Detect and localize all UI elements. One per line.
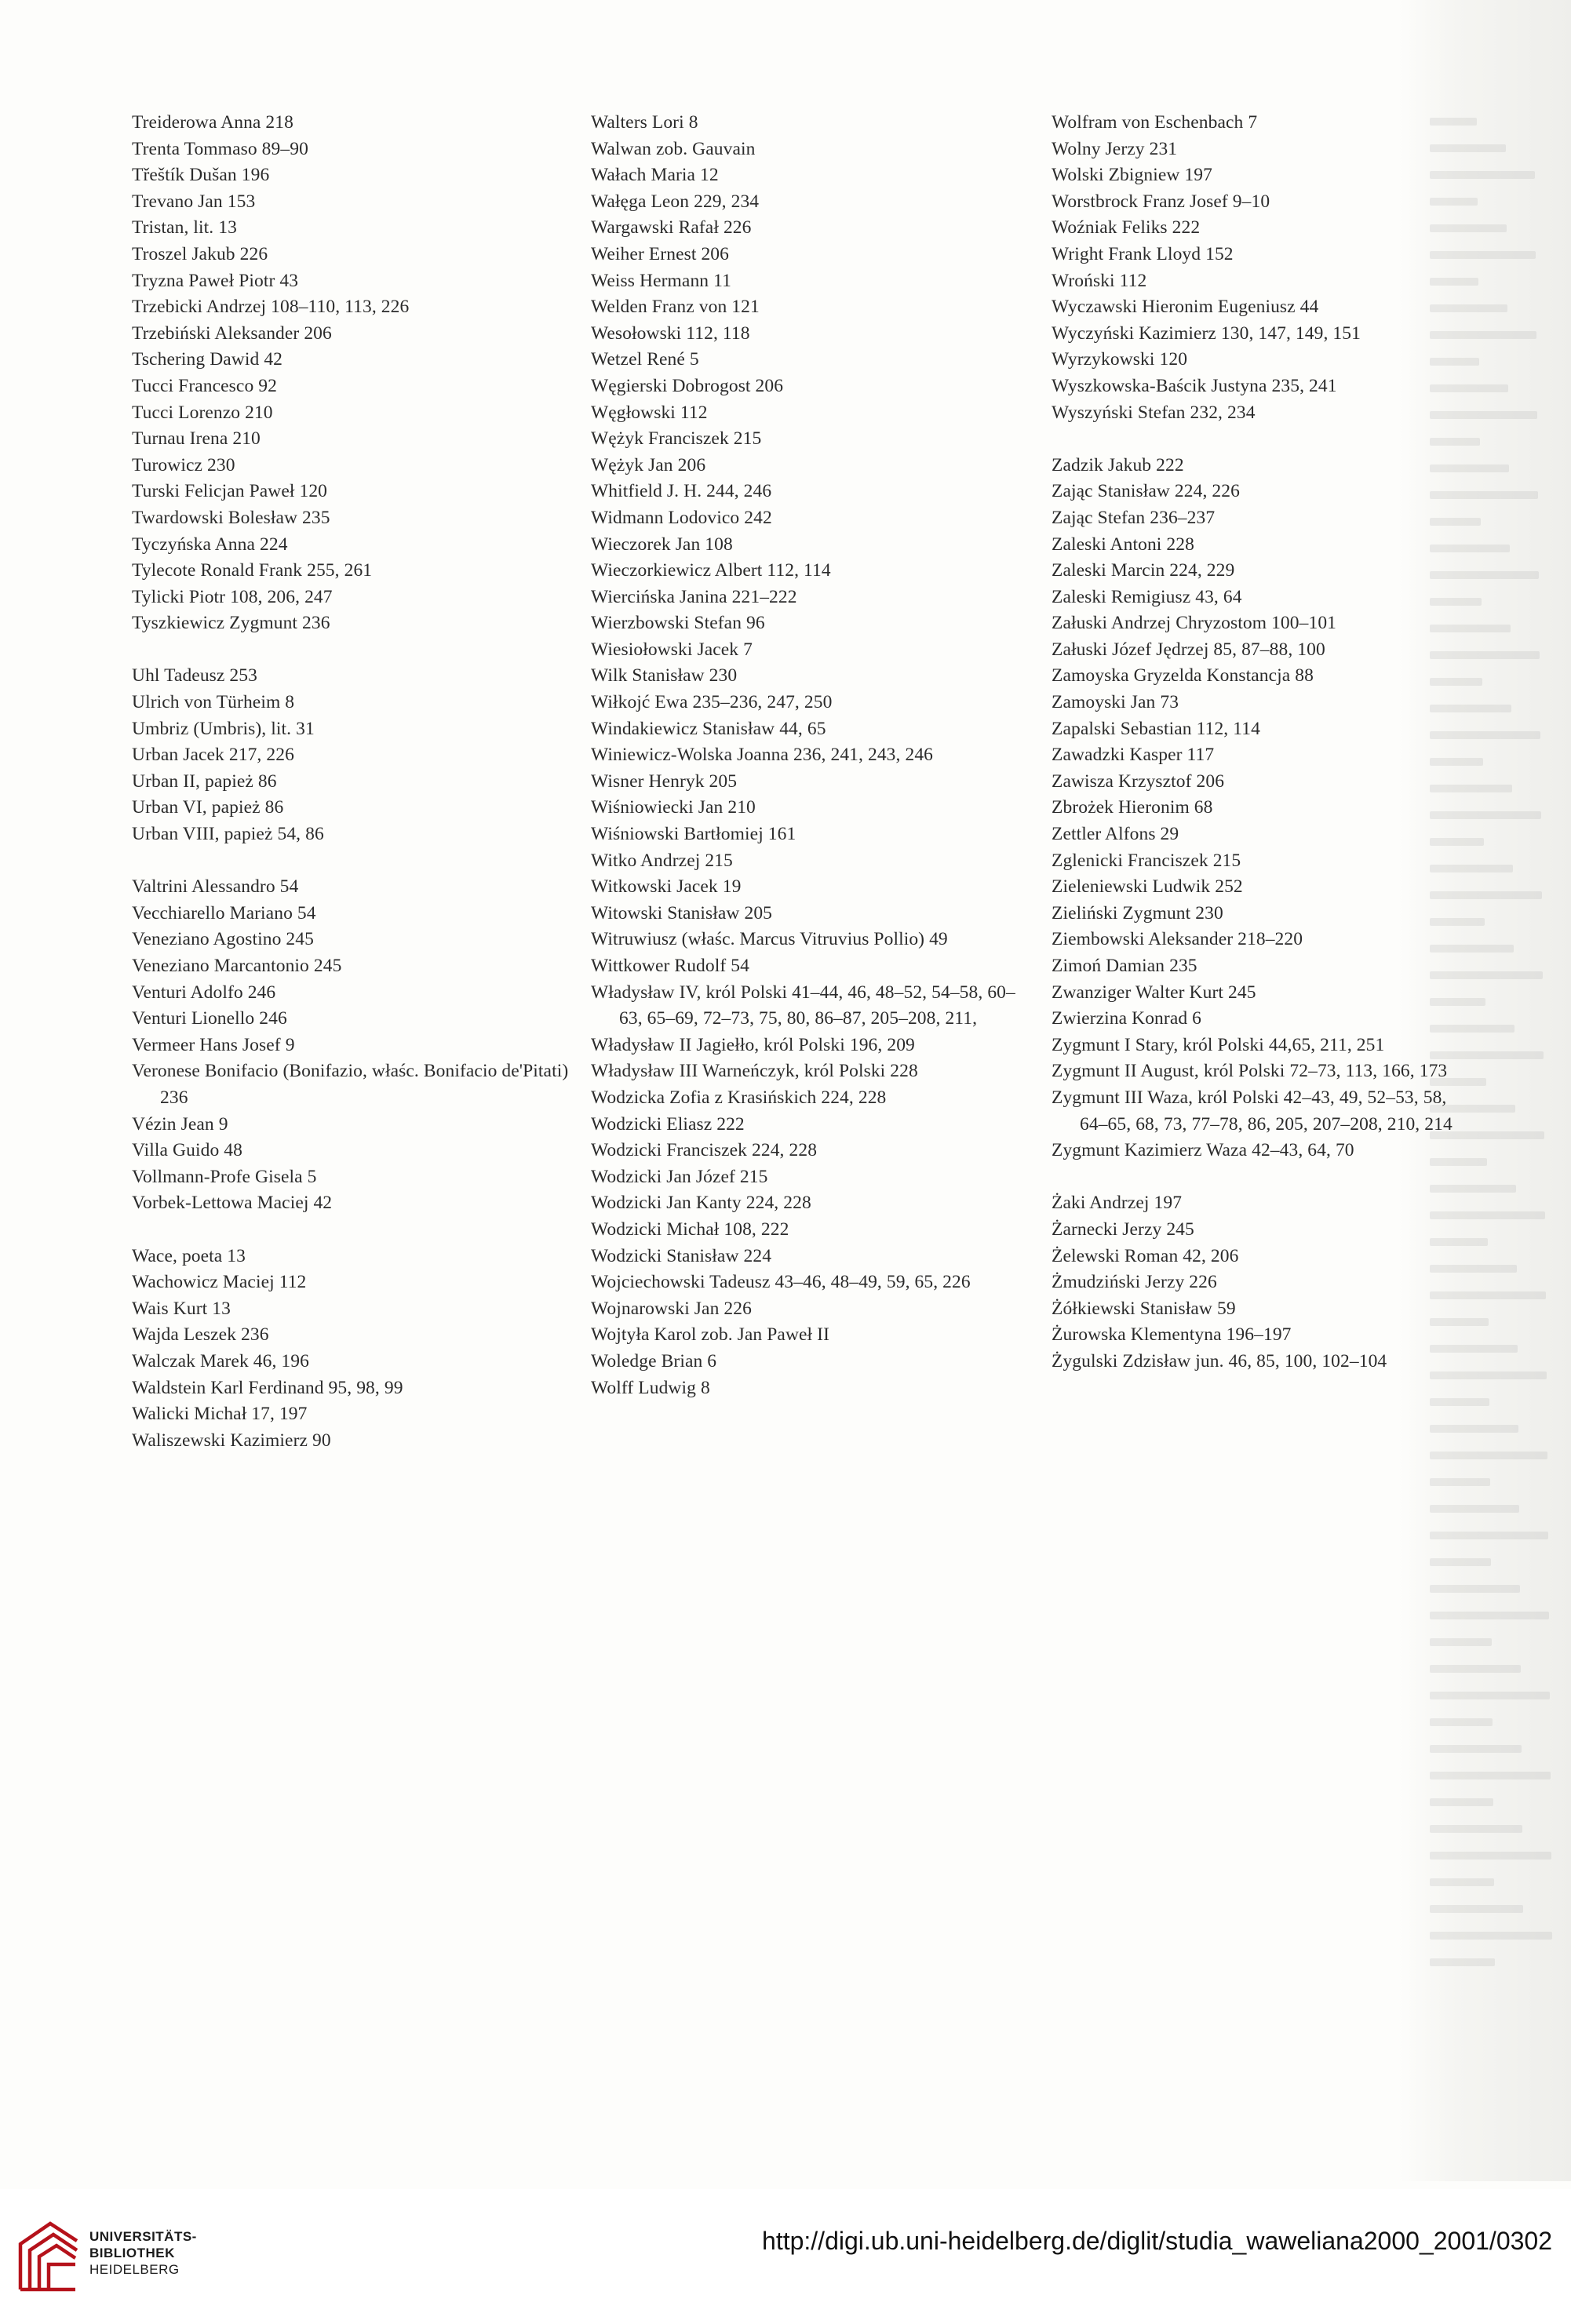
index-entry: Weiher Ernest 206 [591, 243, 729, 264]
index-entry: Wyczyński Kazimierz 130, 147, 149, 151 [1052, 322, 1361, 344]
index-entry: Wittkower Rudolf 54 [591, 956, 749, 976]
index-column-2 [591, 110, 1038, 1401]
index-entry: Zygmunt II August, król Polski 72–73, 113, 166, 173 [1052, 1061, 1448, 1082]
index-entry: Třeštík Dušan 196 [132, 165, 270, 186]
index-entry: Zając Stefan 236–237 [1052, 507, 1216, 528]
library-logo-icon [14, 2217, 82, 2296]
index-entry: Wyczawski Hieronim Eugeniusz 44 [1052, 297, 1319, 318]
index-entry: Zwanziger Walter Kurt 245 [1052, 982, 1256, 1003]
index-entry: Wodzicki Eliasz 222 [591, 1113, 745, 1135]
index-entry: Whitfield J. H. 244, 246 [591, 481, 772, 502]
index-entry: Veneziano Marcantonio 245 [132, 956, 342, 976]
index-entry: Wetzel René 5 [591, 349, 699, 370]
index-entry: Umbriz (Umbris), lit. 31 [132, 718, 315, 739]
bleed-text-ghost [1430, 1425, 1518, 1433]
bleed-text-ghost [1430, 1665, 1521, 1673]
index-entry: Urban VIII, papież 54, 86 [132, 824, 324, 845]
library-name [89, 2228, 197, 2278]
index-entry: Wajda Leszek 236 [132, 1324, 269, 1346]
index-entry: Żarnecki Jerzy 245 [1052, 1218, 1194, 1240]
index-entry: Walicki Michał 17, 197 [132, 1404, 308, 1425]
index-entry: Walters Lori 8 [591, 112, 698, 133]
index-entry: Vollmann-Profe Gisela 5 [132, 1166, 317, 1187]
bleed-text-ghost [1430, 1878, 1494, 1886]
index-entry: Władysław IV, król Polski 41–44, 46, 48–52, 54–58, 60–63, 65–69, 72–73, 75, 80, 86–87, 205–208, 211, [591, 982, 1015, 1029]
index-entry: Urban II, papież 86 [132, 770, 277, 792]
index-entry: Zamoyska Gryzelda Konstancja 88 [1052, 665, 1314, 687]
index-entry: Zawadzki Kasper 117 [1052, 745, 1215, 766]
index-entry: Tylicki Piotr 108, 206, 247 [132, 586, 333, 607]
index-entry: Wodzicki Jan Kanty 224, 228 [591, 1193, 811, 1214]
index-entry: Wiercińska Janina 221–222 [591, 586, 797, 607]
index-entry: Woledge Brian 6 [591, 1350, 717, 1371]
index-entry: Trzebiński Aleksander 206 [132, 322, 332, 344]
index-entry: Vermeer Hans Josef 9 [132, 1034, 295, 1055]
index-entry: Tucci Lorenzo 210 [132, 402, 273, 423]
group-spacer [1052, 1164, 1475, 1191]
index-entry: Winiewicz-Wolska Joanna 236, 241, 243, 246 [591, 745, 934, 766]
index-entry: Tucci Francesco 92 [132, 375, 277, 396]
index-entry: Vecchiarello Mariano 54 [132, 902, 316, 923]
index-entry: Twardowski Bolesław 235 [132, 507, 330, 528]
bleed-text-ghost [1430, 1558, 1491, 1566]
index-entry: Wałęga Leon 229, 234 [591, 191, 760, 212]
index-entry: Trenta Tommaso 89–90 [132, 138, 308, 159]
group-spacer [132, 848, 575, 875]
index-entry: Witowski Stanisław 205 [591, 902, 773, 923]
digitization-footer [0, 2189, 1571, 2324]
index-entry: Zaleski Remigiusz 43, 64 [1052, 586, 1242, 607]
library-name-line-3: HEIDELBERG [89, 2262, 180, 2277]
index-entry: Wiłkojć Ewa 235–236, 247, 250 [591, 692, 833, 713]
bleed-text-ghost [1430, 1532, 1548, 1539]
index-entry: Wyrzykowski 120 [1052, 349, 1188, 370]
index-entry: Wiśniowski Bartłomiej 161 [591, 824, 796, 845]
index-entry: Worstbrock Franz Josef 9–10 [1052, 191, 1270, 212]
index-entry: Żaki Andrzej 197 [1052, 1193, 1183, 1214]
bleed-text-ghost [1430, 1478, 1490, 1486]
index-entry: Węgłowski 112 [591, 402, 708, 423]
index-entry: Witko Andrzej 215 [591, 850, 733, 871]
index-entry: Żółkiewski Stanisław 59 [1052, 1298, 1236, 1319]
index-entry: Veronese Bonifacio (Bonifazio, właśc. Bonifacio de'Pitati) 236 [132, 1061, 569, 1108]
index-entry: Żygulski Zdzisław jun. 46, 85, 100, 102–104 [1052, 1350, 1387, 1371]
index-entry: Venturi Lionello 246 [132, 1008, 287, 1029]
index-entry: Zygmunt Kazimierz Waza 42–43, 64, 70 [1052, 1140, 1354, 1161]
index-entry: Zawisza Krzysztof 206 [1052, 770, 1225, 792]
bleed-text-ghost [1430, 1718, 1493, 1726]
index-entry: Zając Stanisław 224, 226 [1052, 481, 1240, 502]
bleed-text-ghost [1430, 1452, 1547, 1459]
index-entry: Wolski Zbigniew 197 [1052, 165, 1212, 186]
index-entry: Troszel Jakub 226 [132, 243, 268, 264]
bleed-text-ghost [1430, 1905, 1523, 1913]
index-entry: Wolff Ludwig 8 [591, 1377, 710, 1398]
bleed-text-ghost [1430, 1745, 1522, 1753]
index-entry: Wolny Jerzy 231 [1052, 138, 1178, 159]
index-entry: Wałach Maria 12 [591, 165, 719, 186]
index-entry: Wargawski Rafał 226 [591, 217, 752, 239]
index-entry: Wyszyński Stefan 232, 234 [1052, 402, 1256, 423]
index-entry: Urban VI, papież 86 [132, 797, 284, 818]
library-name-line-1: UNIVERSITÄTS- [89, 2229, 197, 2244]
index-entry: Zygmunt III Waza, król Polski 42–43, 49, 52–53, 58, 64–65, 68, 73, 77–78, 86, 205, 207–208, 210, 214 [1052, 1087, 1453, 1135]
index-entry: Zbrożek Hieronim 68 [1052, 797, 1213, 818]
index-entry: Wodzicki Jan Józef 215 [591, 1166, 768, 1187]
index-entry: Wiesiołowski Jacek 7 [591, 639, 753, 660]
index-entry: Witkowski Jacek 19 [591, 876, 742, 898]
index-entry: Venturi Adolfo 246 [132, 982, 276, 1003]
source-url[interactable]: http://digi.ub.uni-heidelberg.de/diglit/studia_waweliana2000_2001/0302 [762, 2227, 1552, 2255]
index-entry: Zadzik Jakub 222 [1052, 454, 1184, 475]
index-entry: Węgierski Dobrogost 206 [591, 375, 784, 396]
index-entry: Wyszkowska-Baścik Justyna 235, 241 [1052, 375, 1337, 396]
index-entry: Trzebicki Andrzej 108–110, 113, 226 [132, 297, 410, 318]
index-entry: Zamoyski Jan 73 [1052, 692, 1179, 713]
index-entry: Wisner Henryk 205 [591, 770, 738, 792]
index-entry: Załuski Józef Jędrzej 85, 87–88, 100 [1052, 639, 1325, 660]
bleed-text-ghost [1430, 1398, 1489, 1406]
index-entry: Zimoń Damian 235 [1052, 956, 1197, 976]
index-entry: Valtrini Alessandro 54 [132, 876, 299, 898]
bleed-text-ghost [1430, 1932, 1552, 1940]
index-entry: Władysław II Jagiełło, król Polski 196, 209 [591, 1034, 915, 1055]
index-entry: Zapalski Sebastian 112, 114 [1052, 718, 1260, 739]
index-entry: Żurowska Klementyna 196–197 [1052, 1324, 1292, 1346]
bleed-text-ghost [1430, 1825, 1522, 1833]
index-entry: Wachowicz Maciej 112 [132, 1272, 307, 1293]
index-entry: Wilk Stanisław 230 [591, 665, 738, 687]
index-entry: Wojtyła Karol zob. Jan Paweł II [591, 1324, 830, 1346]
index-entry: Waldstein Karl Ferdinand 95, 98, 99 [132, 1377, 403, 1398]
index-entry: Tyszkiewicz Zygmunt 236 [132, 613, 330, 634]
index-entry: Vorbek-Lettowa Maciej 42 [132, 1193, 333, 1214]
index-entry: Zwierzina Konrad 6 [1052, 1008, 1202, 1029]
group-spacer [132, 1217, 575, 1244]
index-entry: Ulrich von Türheim 8 [132, 692, 295, 713]
index-entry: Zaleski Antoni 228 [1052, 534, 1194, 555]
bleed-text-ghost [1430, 1638, 1492, 1646]
bleed-text-ghost [1430, 1772, 1551, 1779]
index-entry: Wroński 112 [1052, 270, 1147, 291]
index-entry: Wieczorkiewicz Albert 112, 114 [591, 560, 831, 581]
index-entry: Wais Kurt 13 [132, 1298, 231, 1319]
index-entry: Wodzicka Zofia z Krasińskich 224, 228 [591, 1087, 887, 1108]
index-entry: Weiss Hermann 11 [591, 270, 731, 291]
group-spacer [1052, 426, 1475, 453]
index-entry: Turski Felicjan Paweł 120 [132, 481, 328, 502]
index-entry: Wierzbowski Stefan 96 [591, 613, 765, 634]
bleed-text-ghost [1430, 1585, 1520, 1593]
index-entry: Wodzicki Franciszek 224, 228 [591, 1140, 818, 1161]
index-entry: Tyczyńska Anna 224 [132, 534, 288, 555]
index-entry: Turowicz 230 [132, 454, 235, 475]
index-entry: Zieliński Zygmunt 230 [1052, 902, 1223, 923]
index-entry: Wieczorek Jan 108 [591, 534, 733, 555]
index-entry: Tylecote Ronald Frank 255, 261 [132, 560, 373, 581]
index-entry: Ziembowski Aleksander 218–220 [1052, 929, 1303, 950]
bleed-text-ghost [1430, 1852, 1551, 1860]
index-entry: Zettler Alfons 29 [1052, 824, 1179, 845]
index-entry: Żmudziński Jerzy 226 [1052, 1272, 1217, 1293]
index-entry: Wace, poeta 13 [132, 1245, 246, 1266]
bleed-text-ghost [1430, 1958, 1495, 1966]
library-name-line-2: BIBLIOTHEK [89, 2246, 175, 2260]
index-entry: Walczak Marek 46, 196 [132, 1350, 309, 1371]
index-entry: Widmann Lodovico 242 [591, 507, 772, 528]
index-entry: Walwan zob. Gauvain [591, 138, 756, 159]
index-entry: Turnau Irena 210 [132, 428, 261, 450]
index-column-1 [132, 110, 575, 1454]
index-entry: Wiśniowiecki Jan 210 [591, 797, 756, 818]
bleed-text-ghost [1430, 1505, 1519, 1513]
index-entry: Woźniak Feliks 222 [1052, 217, 1201, 239]
index-entry: Zaleski Marcin 224, 229 [1052, 560, 1235, 581]
bleed-text-ghost [1430, 1692, 1550, 1699]
index-entry: Tristan, lit. 13 [132, 217, 237, 239]
index-entry: Wojnarowski Jan 226 [591, 1298, 752, 1319]
index-entry: Vézin Jean 9 [132, 1113, 228, 1135]
index-entry: Zygmunt I Stary, król Polski 44,65, 211, 251 [1052, 1034, 1385, 1055]
bleed-text-ghost [1430, 1612, 1549, 1619]
bleed-text-ghost [1430, 1798, 1493, 1806]
index-entry: Tschering Dawid 42 [132, 349, 283, 370]
index-entry: Wojciechowski Tadeusz 43–46, 48–49, 59, 65, 226 [591, 1272, 971, 1293]
index-entry: Wodzicki Stanisław 224 [591, 1245, 772, 1266]
index-entry: Uhl Tadeusz 253 [132, 665, 257, 687]
index-entry: Wright Frank Lloyd 152 [1052, 243, 1234, 264]
index-entry: Załuski Andrzej Chryzostom 100–101 [1052, 613, 1337, 634]
index-entry: Wesołowski 112, 118 [591, 322, 750, 344]
index-entry: Wężyk Franciszek 215 [591, 428, 762, 450]
index-entry: Trevano Jan 153 [132, 191, 256, 212]
index-entry: Żelewski Roman 42, 206 [1052, 1245, 1239, 1266]
index-entry: Veneziano Agostino 245 [132, 929, 314, 950]
index-entry: Wodzicki Michał 108, 222 [591, 1218, 789, 1240]
index-entry: Urban Jacek 217, 226 [132, 745, 294, 766]
index-entry: Wężyk Jan 206 [591, 454, 706, 475]
index-entry: Zglenicki Franciszek 215 [1052, 850, 1241, 871]
index-entry: Villa Guido 48 [132, 1140, 242, 1161]
index-entry: Tryzna Paweł Piotr 43 [132, 270, 299, 291]
index-entry: Waliszewski Kazimierz 90 [132, 1430, 331, 1451]
index-column-3 [1052, 110, 1475, 1375]
index-entry: Witruwiusz (właśc. Marcus Vitruvius Pollio) 49 [591, 929, 948, 950]
index-entry: Windakiewicz Stanisław 44, 65 [591, 718, 826, 739]
index-entry: Zieleniewski Ludwik 252 [1052, 876, 1243, 898]
group-spacer [132, 637, 575, 664]
index-entry: Welden Franz von 121 [591, 297, 760, 318]
index-entry: Treiderowa Anna 218 [132, 112, 293, 133]
index-entry: Wolfram von Eschenbach 7 [1052, 112, 1258, 133]
index-entry: Władysław III Warneńczyk, król Polski 228 [591, 1061, 918, 1082]
